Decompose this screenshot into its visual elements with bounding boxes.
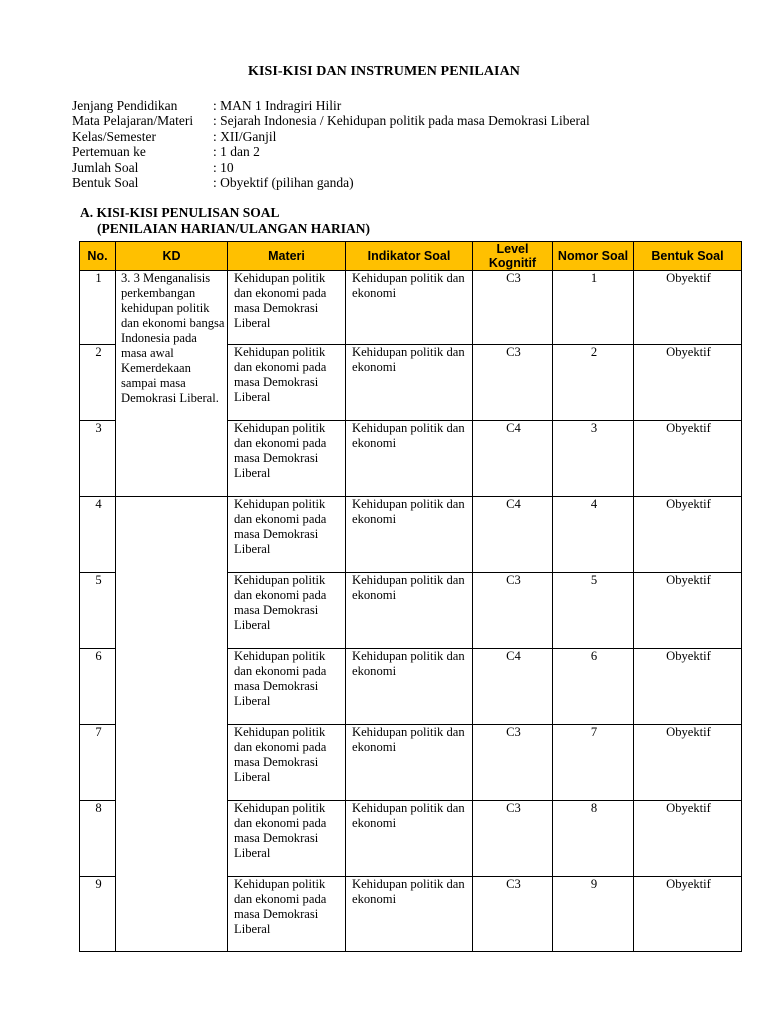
meta-label: Jenjang Pendidikan: [72, 98, 178, 113]
header-level: Level Kognitif: [473, 242, 553, 271]
cell-no: 4: [80, 497, 116, 573]
cell-materi: Kehidupan politik dan ekonomi pada masa Demokrasi Liberal: [228, 801, 346, 877]
document-title: KISI-KISI DAN INSTRUMEN PENILAIAN: [247, 64, 521, 79]
cell-materi: Kehidupan politik dan ekonomi pada masa Demokrasi Liberal: [228, 497, 346, 573]
section-title: [80, 205, 370, 237]
cell-no: 8: [80, 801, 116, 877]
cell-bentuk: Obyektif: [634, 877, 742, 952]
cell-indikator: Kehidupan politik dan ekonomi: [346, 573, 473, 649]
cell-bentuk: Obyektif: [634, 725, 742, 801]
cell-indikator: Kehidupan politik dan ekonomi: [346, 497, 473, 573]
cell-materi: Kehidupan politik dan ekonomi pada masa Demokrasi Liberal: [228, 725, 346, 801]
cell-materi: Kehidupan politik dan ekonomi pada masa Demokrasi Liberal: [228, 421, 346, 497]
meta-row-jenjang: [72, 98, 590, 113]
cell-bentuk: Obyektif: [634, 649, 742, 725]
cell-nomor: 5: [553, 573, 634, 649]
table-header-row: [80, 242, 742, 271]
cell-indikator: Kehidupan politik dan ekonomi: [346, 725, 473, 801]
cell-level: C3: [473, 801, 553, 877]
meta-label: Kelas/Semester: [72, 128, 156, 144]
cell-bentuk: Obyektif: [634, 271, 742, 345]
cell-bentuk: Obyektif: [634, 497, 742, 573]
cell-materi: Kehidupan politik dan ekonomi pada masa Demokrasi Liberal: [228, 271, 346, 345]
cell-materi: Kehidupan politik dan ekonomi pada masa Demokrasi Liberal: [228, 649, 346, 725]
cell-nomor: 8: [553, 801, 634, 877]
cell-indikator: Kehidupan politik dan ekonomi: [346, 649, 473, 725]
meta-value: : Obyektif (pilihan ganda): [213, 175, 354, 191]
cell-materi: Kehidupan politik dan ekonomi pada masa Demokrasi Liberal: [228, 345, 346, 421]
cell-materi: Kehidupan politik dan ekonomi pada masa Demokrasi Liberal: [228, 573, 346, 649]
cell-kd: 3. 3 Menganalisis perkembangan kehidupan politik dan ekonomi bangsa Indonesia pada masa awal Kemerdekaan sampai masa Demokrasi Liberal.: [116, 271, 228, 497]
cell-bentuk: Obyektif: [634, 801, 742, 877]
cell-no: 5: [80, 573, 116, 649]
cell-materi: Kehidupan politik dan ekonomi pada masa Demokrasi Liberal: [228, 877, 346, 952]
meta-value: : MAN 1 Indragiri Hilir: [213, 98, 342, 113]
kisi-kisi-table: [79, 241, 742, 952]
cell-nomor: 7: [553, 725, 634, 801]
meta-row-kelas: [72, 129, 590, 144]
meta-label: Mata Pelajaran/Materi: [72, 113, 194, 129]
cell-bentuk: Obyektif: [634, 573, 742, 649]
cell-indikator: Kehidupan politik dan ekonomi: [346, 877, 473, 952]
cell-nomor: 4: [553, 497, 634, 573]
cell-nomor: 6: [553, 649, 634, 725]
header-kd: KD: [116, 242, 228, 271]
header-nomor: Nomor Soal: [553, 242, 634, 271]
table-row: [80, 271, 742, 345]
cell-indikator: Kehidupan politik dan ekonomi: [346, 271, 473, 345]
cell-level: C4: [473, 497, 553, 573]
cell-no: 3: [80, 421, 116, 497]
meta-label: Pertemuan ke: [72, 144, 146, 160]
cell-nomor: 3: [553, 421, 634, 497]
cell-level: C3: [473, 573, 553, 649]
cell-no: 1: [80, 271, 116, 345]
meta-label: Jumlah Soal: [72, 159, 139, 175]
meta-label: Bentuk Soal: [72, 175, 139, 191]
cell-indikator: Kehidupan politik dan ekonomi: [346, 421, 473, 497]
cell-nomor: 1: [553, 271, 634, 345]
header-materi: Materi: [228, 242, 346, 271]
cell-indikator: Kehidupan politik dan ekonomi: [346, 801, 473, 877]
meta-row-pertemuan: [72, 144, 590, 159]
cell-nomor: 2: [553, 345, 634, 421]
header-no: No.: [80, 242, 116, 271]
meta-row-mapel: [72, 113, 590, 128]
cell-level: C4: [473, 421, 553, 497]
cell-no: 7: [80, 725, 116, 801]
cell-indikator: Kehidupan politik dan ekonomi: [346, 345, 473, 421]
cell-no: 6: [80, 649, 116, 725]
meta-row-bentuk: [72, 175, 590, 190]
header-bentuk: Bentuk Soal: [634, 242, 742, 271]
cell-level: C3: [473, 271, 553, 345]
cell-level: C3: [473, 877, 553, 952]
cell-bentuk: Obyektif: [634, 345, 742, 421]
section-title-line1: A. KISI-KISI PENULISAN SOAL: [80, 205, 280, 220]
cell-level: C4: [473, 649, 553, 725]
cell-no: 9: [80, 877, 116, 952]
document-meta: [72, 98, 590, 190]
meta-value: : 1 dan 2: [213, 144, 260, 160]
cell-bentuk: Obyektif: [634, 421, 742, 497]
meta-value: : 10: [213, 159, 234, 175]
cell-no: 2: [80, 345, 116, 421]
meta-value: : Sejarah Indonesia / Kehidupan politik pada masa Demokrasi Liberal: [213, 113, 590, 129]
table-row: [80, 497, 742, 573]
section-title-line2: (PENILAIAN HARIAN/ULANGAN HARIAN): [97, 221, 371, 236]
cell-level: C3: [473, 345, 553, 421]
cell-nomor: 9: [553, 877, 634, 952]
meta-value: : XII/Ganjil: [213, 128, 277, 144]
meta-row-jumlah: [72, 160, 590, 175]
cell-kd-empty: [116, 497, 228, 952]
cell-level: C3: [473, 725, 553, 801]
header-indikator: Indikator Soal: [346, 242, 473, 271]
